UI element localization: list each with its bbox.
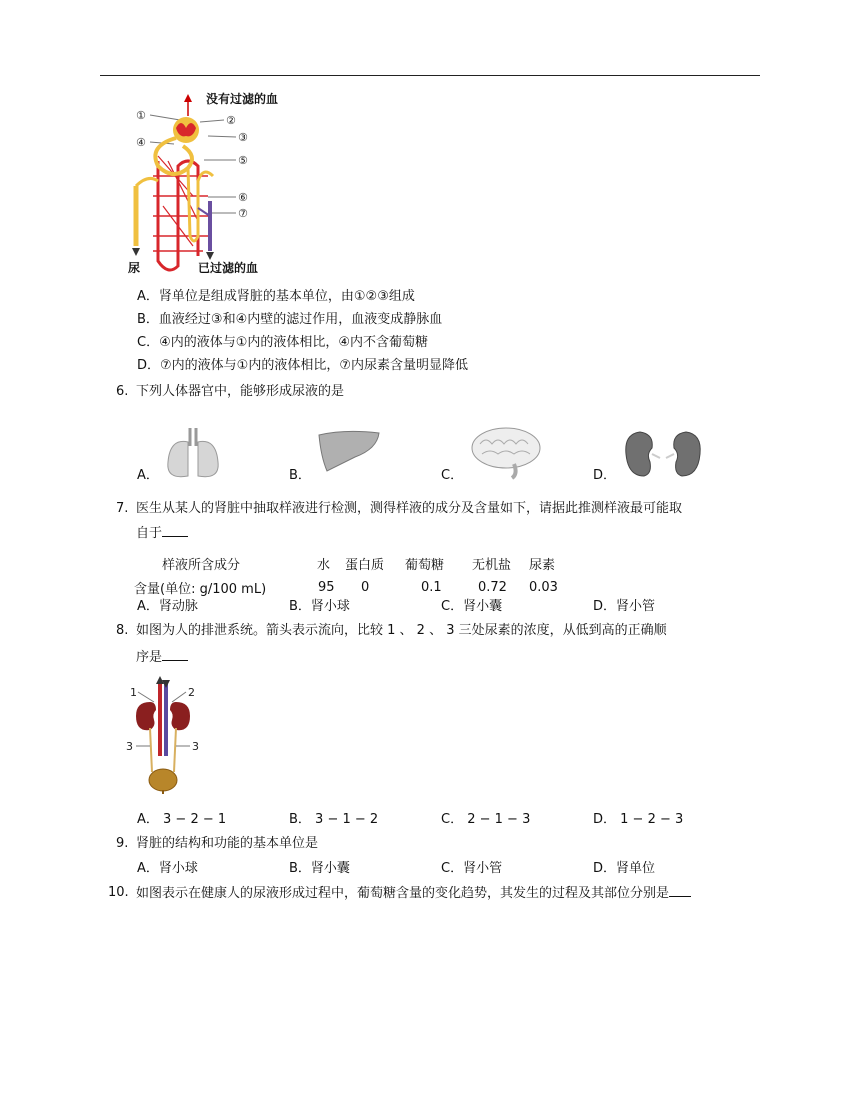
table-header-cell: 尿素 xyxy=(529,557,556,573)
header-rule xyxy=(100,75,760,76)
liver-icon xyxy=(315,427,383,477)
q8-number: 8. xyxy=(116,623,129,638)
q8-stem-line2: 序是 xyxy=(136,650,163,665)
table-cell: 0.1 xyxy=(421,579,442,595)
nephron-diagram xyxy=(118,86,308,278)
q5-option-c[interactable]: C．④内的液体与①内的液体相比，④内不含葡萄糖 xyxy=(137,335,429,350)
q9-number: 9. xyxy=(116,836,129,851)
table-cell: 95 xyxy=(318,579,335,595)
q9-option-c[interactable]: C．肾小管 xyxy=(441,861,503,876)
q7-stem-line1: 医生从某人的肾脏中抽取样液进行检测，测得样液的成分及含量如下，请据此推测样液最可能取 xyxy=(136,501,683,516)
q7-option-d[interactable]: D．肾小管 xyxy=(593,599,656,614)
q8-answer-blank[interactable] xyxy=(162,648,188,661)
table-cell: 含量(单位: g/100 mL) xyxy=(134,581,267,597)
q7-sample-table xyxy=(134,551,558,599)
q7-number: 7. xyxy=(116,501,129,516)
table-cell: 0.72 xyxy=(478,579,507,595)
table-cell: 0.03 xyxy=(529,579,558,595)
q6-number: 6. xyxy=(116,384,129,399)
table-header-cell: 蛋白质 xyxy=(345,557,385,573)
brain-icon xyxy=(468,424,548,480)
q9-option-a[interactable]: A．肾小球 xyxy=(137,861,198,876)
label-3: ③ xyxy=(238,131,248,144)
table-header-cell: 无机盐 xyxy=(472,557,512,573)
q9-option-d[interactable]: D．肾单位 xyxy=(593,861,656,876)
q8-stem-line1: 如图为人的排泄系统。箭头表示流向，比较 1 、 2 、 3 三处尿素的浓度，从低到高的正确顺 xyxy=(136,623,667,638)
table-header-row xyxy=(134,551,558,575)
q7-option-b[interactable]: B．肾小球 xyxy=(289,599,350,614)
q8-option-b[interactable]: B． 3 − 1 − 2 xyxy=(289,812,379,827)
q10-answer-blank[interactable] xyxy=(669,884,691,897)
q8-option-c[interactable]: C． 2 − 1 − 3 xyxy=(441,812,531,827)
label-7: ⑦ xyxy=(238,207,248,220)
label-1: 1 xyxy=(130,686,137,699)
q7-stem-line2: 自于 xyxy=(136,526,163,541)
q5-option-a[interactable]: A．肾单位是组成肾脏的基本单位，由①②③组成 xyxy=(137,289,415,304)
label-1: ① xyxy=(136,109,146,122)
q6-stem: 下列人体器官中，能够形成尿液的是 xyxy=(136,384,345,399)
label-2: 2 xyxy=(188,686,195,699)
q7-option-c[interactable]: C．肾小囊 xyxy=(441,599,503,614)
caption-unfiltered: 没有过滤的血 xyxy=(206,92,279,106)
q5-option-b[interactable]: B．血液经过③和④内壁的滤过作用，血液变成静脉血 xyxy=(137,312,443,327)
q10-number: 10. xyxy=(108,885,129,900)
kidneys-icon xyxy=(622,428,704,480)
q6-option-c[interactable]: C． xyxy=(441,468,464,483)
table-row xyxy=(134,575,558,599)
table-header-cell: 葡萄糖 xyxy=(405,557,445,573)
q8-option-a[interactable]: A． 3 − 2 − 1 xyxy=(137,812,227,827)
label-2: ② xyxy=(226,114,236,127)
lungs-icon xyxy=(162,424,224,482)
q10-stem: 如图表示在健康人的尿液形成过程中，葡萄糖含量的变化趋势，其发生的过程及其部位分别是 xyxy=(136,886,670,901)
q5-option-d[interactable]: D．⑦内的液体与①内的液体相比，⑦内尿素含量明显降低 xyxy=(137,358,468,373)
label-3-right: 3 xyxy=(192,740,199,753)
q9-stem: 肾脏的结构和功能的基本单位是 xyxy=(136,836,319,851)
label-4: ④ xyxy=(136,136,146,149)
excretory-system-diagram xyxy=(124,676,204,794)
caption-urine: 尿 xyxy=(128,261,141,275)
label-6: ⑥ xyxy=(238,191,248,204)
q6-option-b[interactable]: B． xyxy=(289,468,311,483)
table-header-cell: 水 xyxy=(317,557,331,573)
q7-option-a[interactable]: A．肾动脉 xyxy=(137,599,198,614)
q7-answer-blank[interactable] xyxy=(162,524,188,537)
q6-option-a[interactable]: A． xyxy=(137,468,159,483)
label-5: ⑤ xyxy=(238,154,248,167)
q6-option-d[interactable]: D． xyxy=(593,468,617,483)
q9-option-b[interactable]: B．肾小囊 xyxy=(289,861,350,876)
caption-filtered: 已过滤的血 xyxy=(198,261,259,275)
label-3-left: 3 xyxy=(126,740,133,753)
q8-option-d[interactable]: D． 1 − 2 − 3 xyxy=(593,812,684,827)
table-header-cell: 样液所含成分 xyxy=(162,557,241,573)
table-cell: 0 xyxy=(361,579,370,595)
